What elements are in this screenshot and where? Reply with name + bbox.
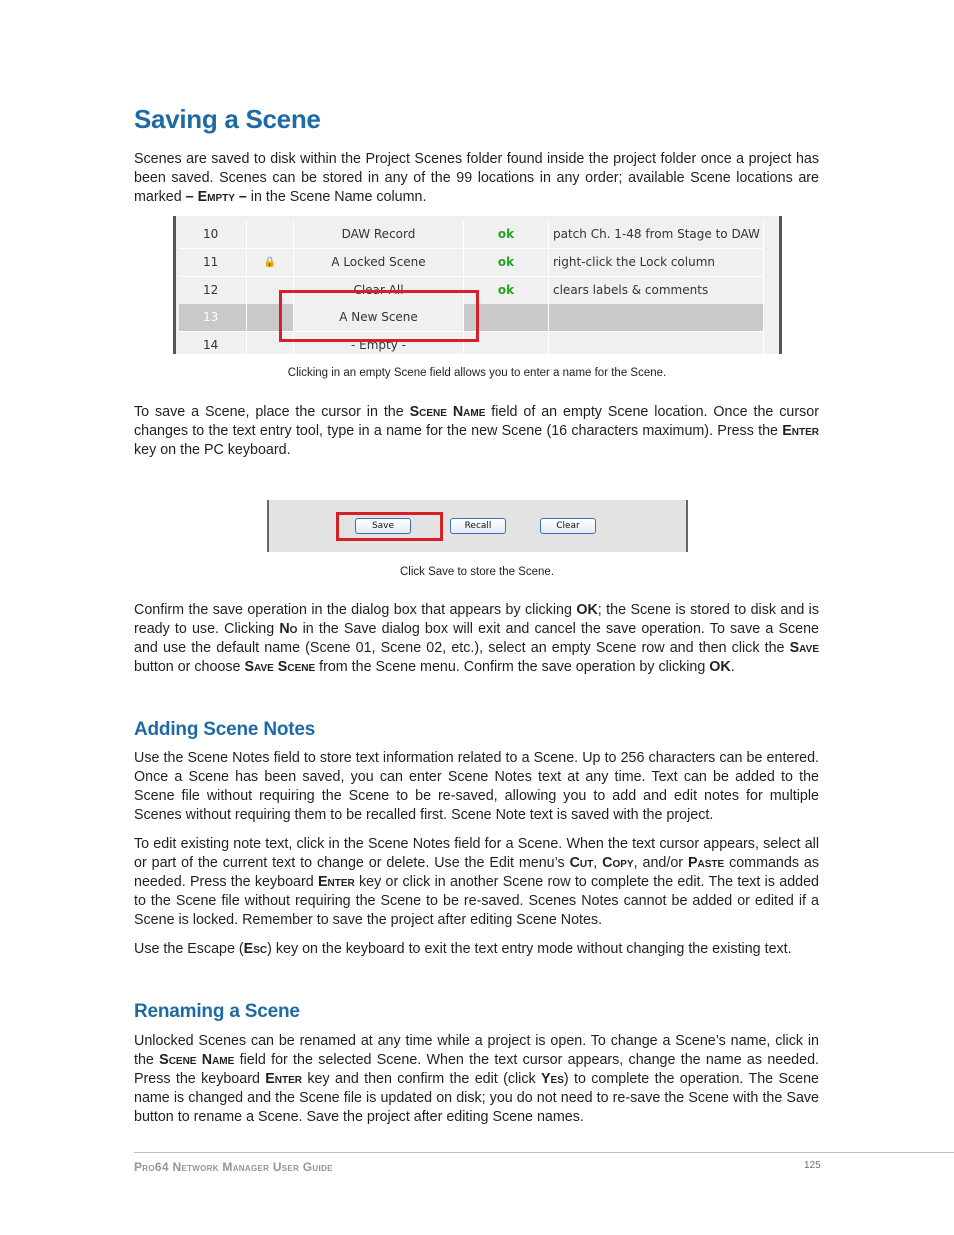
section-heading: Renaming a Scene: [134, 1001, 300, 1022]
figure-caption: Click Save to store the Scene.: [399, 566, 555, 578]
scene-number: 10: [179, 221, 247, 248]
scene-number: 12: [179, 277, 247, 304]
notes-paragraph-2: To edit existing note text, click in the Scene Notes field for a Scene. When the text cursor appears, select all or part of the current text to change or delete. Use the Edit menu’s Cut, Copy, and/or Paste commands as needed. Press the keyboard Enter key or click in another Scene row to complete the edit. The text is added to the Scene file without requiring the Scene to be re-saved. Scenes Notes cannot be added or edited if a Scene is locked. Remember to save the project after editing Scene Notes.: [134, 836, 819, 928]
footer-guide-title: Pro64 Network Manager User Guide: [134, 1160, 333, 1174]
clear-button[interactable]: Clear: [540, 518, 596, 534]
scene-name-cell: DAW Record: [294, 221, 464, 248]
page-title: Saving a Scene: [134, 104, 321, 134]
lock-cell: [247, 221, 294, 248]
section-heading: Adding Scene Notes: [134, 719, 316, 740]
save-button[interactable]: Save: [355, 518, 411, 534]
scene-number: 13: [179, 304, 247, 331]
highlight-box: [336, 512, 443, 541]
scene-status-cell: ok: [464, 277, 549, 304]
notes-paragraph-1: Use the Scene Notes field to store text information related to a Scene. Up to 256 characters can be entered. Once a Scene has been saved, you can enter Scene Notes text at any time. Text can be added to the Scene file without requiring the Scene to be re-saved, allowing you to add and edit notes for multiple Scenes without requiring them to be recalled first. Scene Note text is saved with the project.: [134, 750, 819, 823]
scene-number: 14: [179, 332, 247, 354]
footer-divider: [134, 1152, 954, 1153]
recall-button[interactable]: Recall: [450, 518, 506, 534]
scene-name-input[interactable]: A New Scene: [294, 304, 464, 331]
figure-caption: Clicking in an empty Scene field allows you to enter a name for the Scene.: [287, 367, 667, 379]
table-row[interactable]: [179, 249, 764, 277]
notes-paragraph-3: Use the Escape (Esc) key on the keyboard to exit the text entry mode without changing the existing text.: [134, 941, 792, 957]
intro-paragraph: Scenes are saved to disk within the Project Scenes folder found inside the project folder once a project has been saved. Scenes can be stored in any of the 99 locations in any order; available Scene locations are marked – Empty – in the Scene Name column.: [134, 151, 819, 205]
lock-icon: 🔒: [247, 249, 294, 276]
scene-notes-cell: right-click the Lock column: [549, 249, 764, 276]
scene-status-cell: ok: [464, 249, 549, 276]
scene-notes-cell: patch Ch. 1-48 from Stage to DAW: [549, 221, 764, 248]
scene-name-cell: Clear All: [294, 277, 464, 304]
rename-paragraph: Unlocked Scenes can be renamed at any time while a project is open. To change a Scene’s name, click in the Scene Name field for the selected Scene. When the text cursor appears, change the name as needed. Press the keyboard Enter key and then confirm the edit (click Yes) to complete the operation. The Scene name is changed and the Scene file is updated on disk; you do not need to re-save the Scene with the Save button to rename a Scene. Save the project after editing Scene names.: [134, 1033, 819, 1125]
scene-status-cell: ok: [464, 221, 549, 248]
scene-name-cell: - Empty -: [294, 332, 464, 354]
scene-number: 11: [179, 249, 247, 276]
empty-marker: – Empty –: [185, 189, 247, 205]
scene-notes-cell: [549, 304, 764, 331]
table-row[interactable]: [179, 221, 764, 249]
scene-notes-cell: clears labels & comments: [549, 277, 764, 304]
save-paragraph: To save a Scene, place the cursor in the Scene Name field of an empty Scene location. Once the cursor changes to the text entry tool, type in a name for the new Scene (16 characters maximum). Press the Enter key on the PC keyboard.: [134, 404, 819, 458]
highlight-box: [279, 290, 479, 342]
scene-name-cell: A Locked Scene: [294, 249, 464, 276]
scene-button-bar: [267, 500, 688, 552]
scene-notes-cell: [549, 332, 764, 354]
page-number: 125: [804, 1160, 821, 1171]
confirm-paragraph: Confirm the save operation in the dialog box that appears by clicking OK; the Scene is stored to disk and is ready to use. Clicking No in the Save dialog box will exit and cancel the save operation. To save a Scene and use the default name (Scene 01, Scene 02, etc.), select an empty Scene row and then click the Save button or choose Save Scene from the Scene menu. Confirm the save operation by clicking OK.: [134, 602, 820, 675]
